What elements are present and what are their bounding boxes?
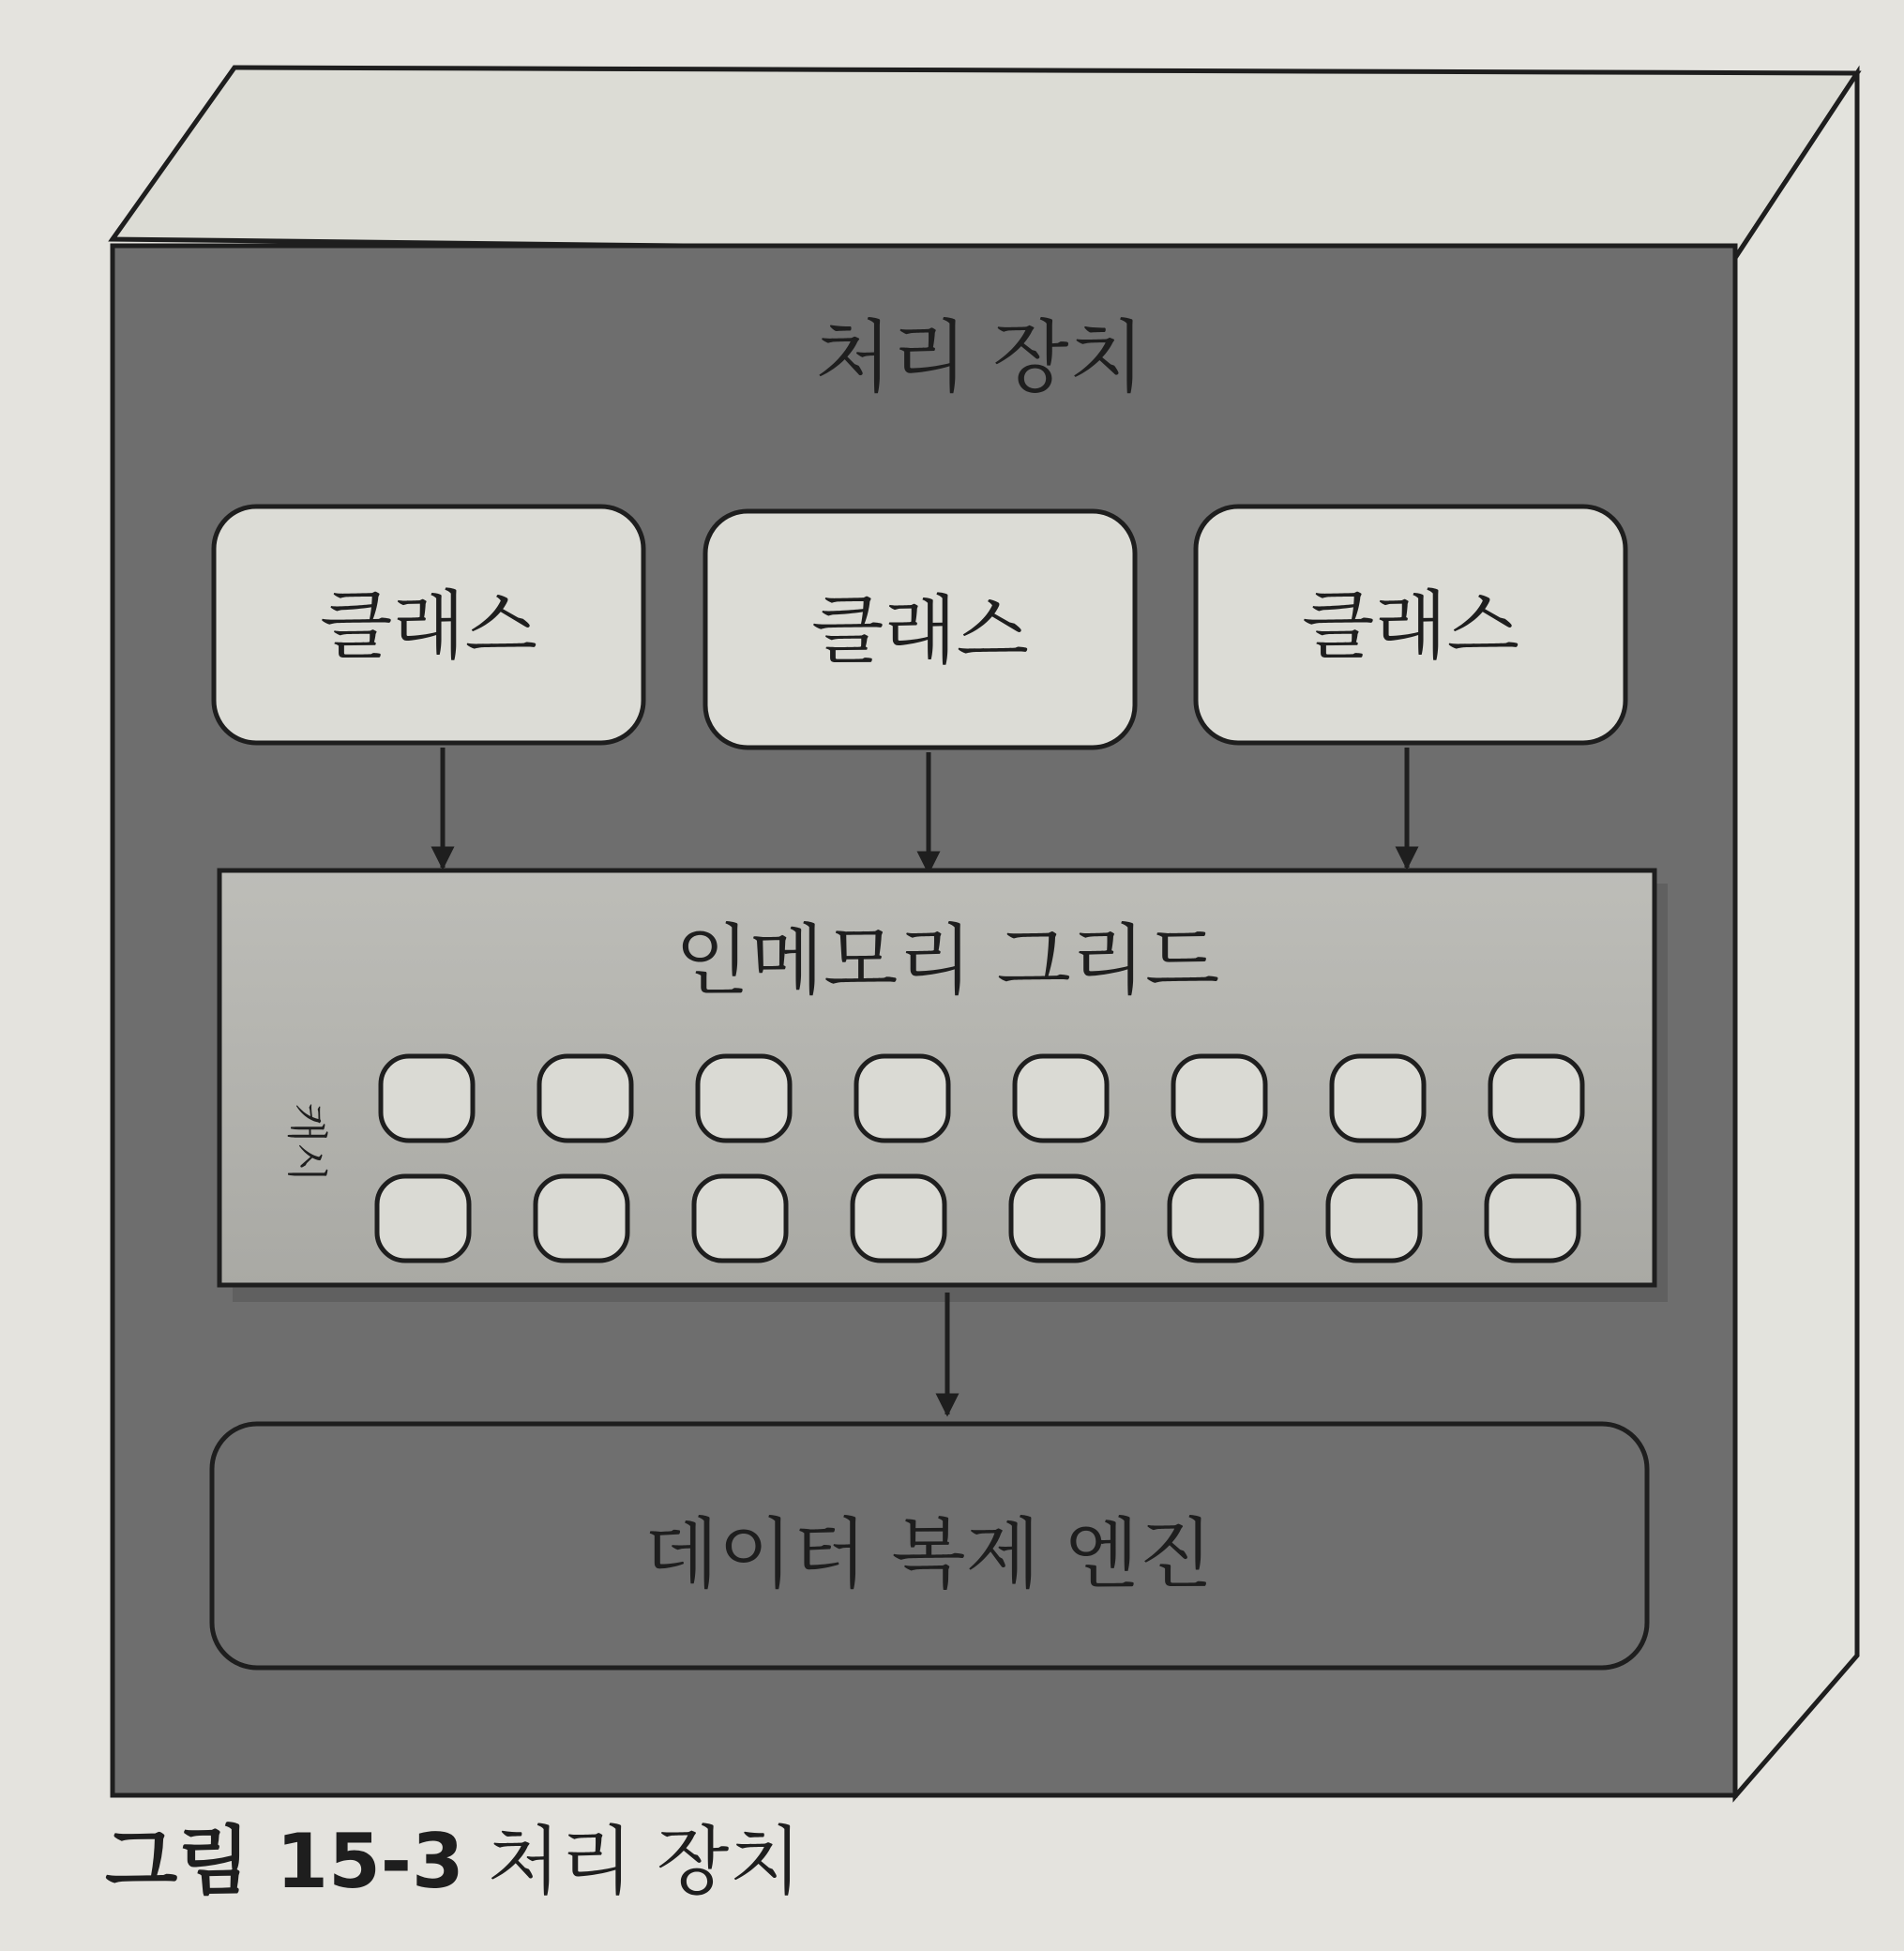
class-card-1	[214, 507, 643, 743]
cache-cell	[1015, 1056, 1107, 1141]
box-side-face	[1735, 73, 1857, 1796]
cache-cell	[853, 1176, 944, 1261]
cache-cell	[1011, 1176, 1103, 1261]
class-card-3	[1196, 507, 1625, 743]
cache-cell	[1170, 1176, 1262, 1261]
cache-cell	[1328, 1176, 1420, 1261]
cache-cell	[1332, 1056, 1424, 1141]
cache-cell	[536, 1176, 627, 1261]
grid-title: 인메모리 그리드	[674, 916, 1220, 1006]
cache-cell	[1173, 1056, 1265, 1141]
cache-cell	[1487, 1176, 1579, 1261]
diagram-title: 처리 장치	[815, 311, 1145, 403]
caption-text: 처리 장치	[488, 1818, 802, 1905]
cache-cell	[856, 1056, 948, 1141]
cache-cell	[694, 1176, 786, 1261]
engine-label: 데이터 복제 엔진	[643, 1510, 1214, 1599]
figure-caption	[105, 1801, 802, 1909]
cache-cell	[698, 1056, 790, 1141]
cache-cell	[1490, 1056, 1582, 1141]
cache-cell	[539, 1056, 631, 1141]
box-top-face	[113, 68, 1857, 258]
cache-cell	[377, 1176, 469, 1261]
caption-number: 그림 15-3	[105, 1818, 464, 1905]
class-label-3: 클래스	[1302, 582, 1519, 670]
cache-label: 캐시	[282, 1102, 330, 1183]
class-card-2	[705, 511, 1135, 748]
cache-cell	[381, 1056, 473, 1141]
class-label-1: 클래스	[320, 582, 537, 670]
class-label-2: 클래스	[811, 587, 1029, 674]
